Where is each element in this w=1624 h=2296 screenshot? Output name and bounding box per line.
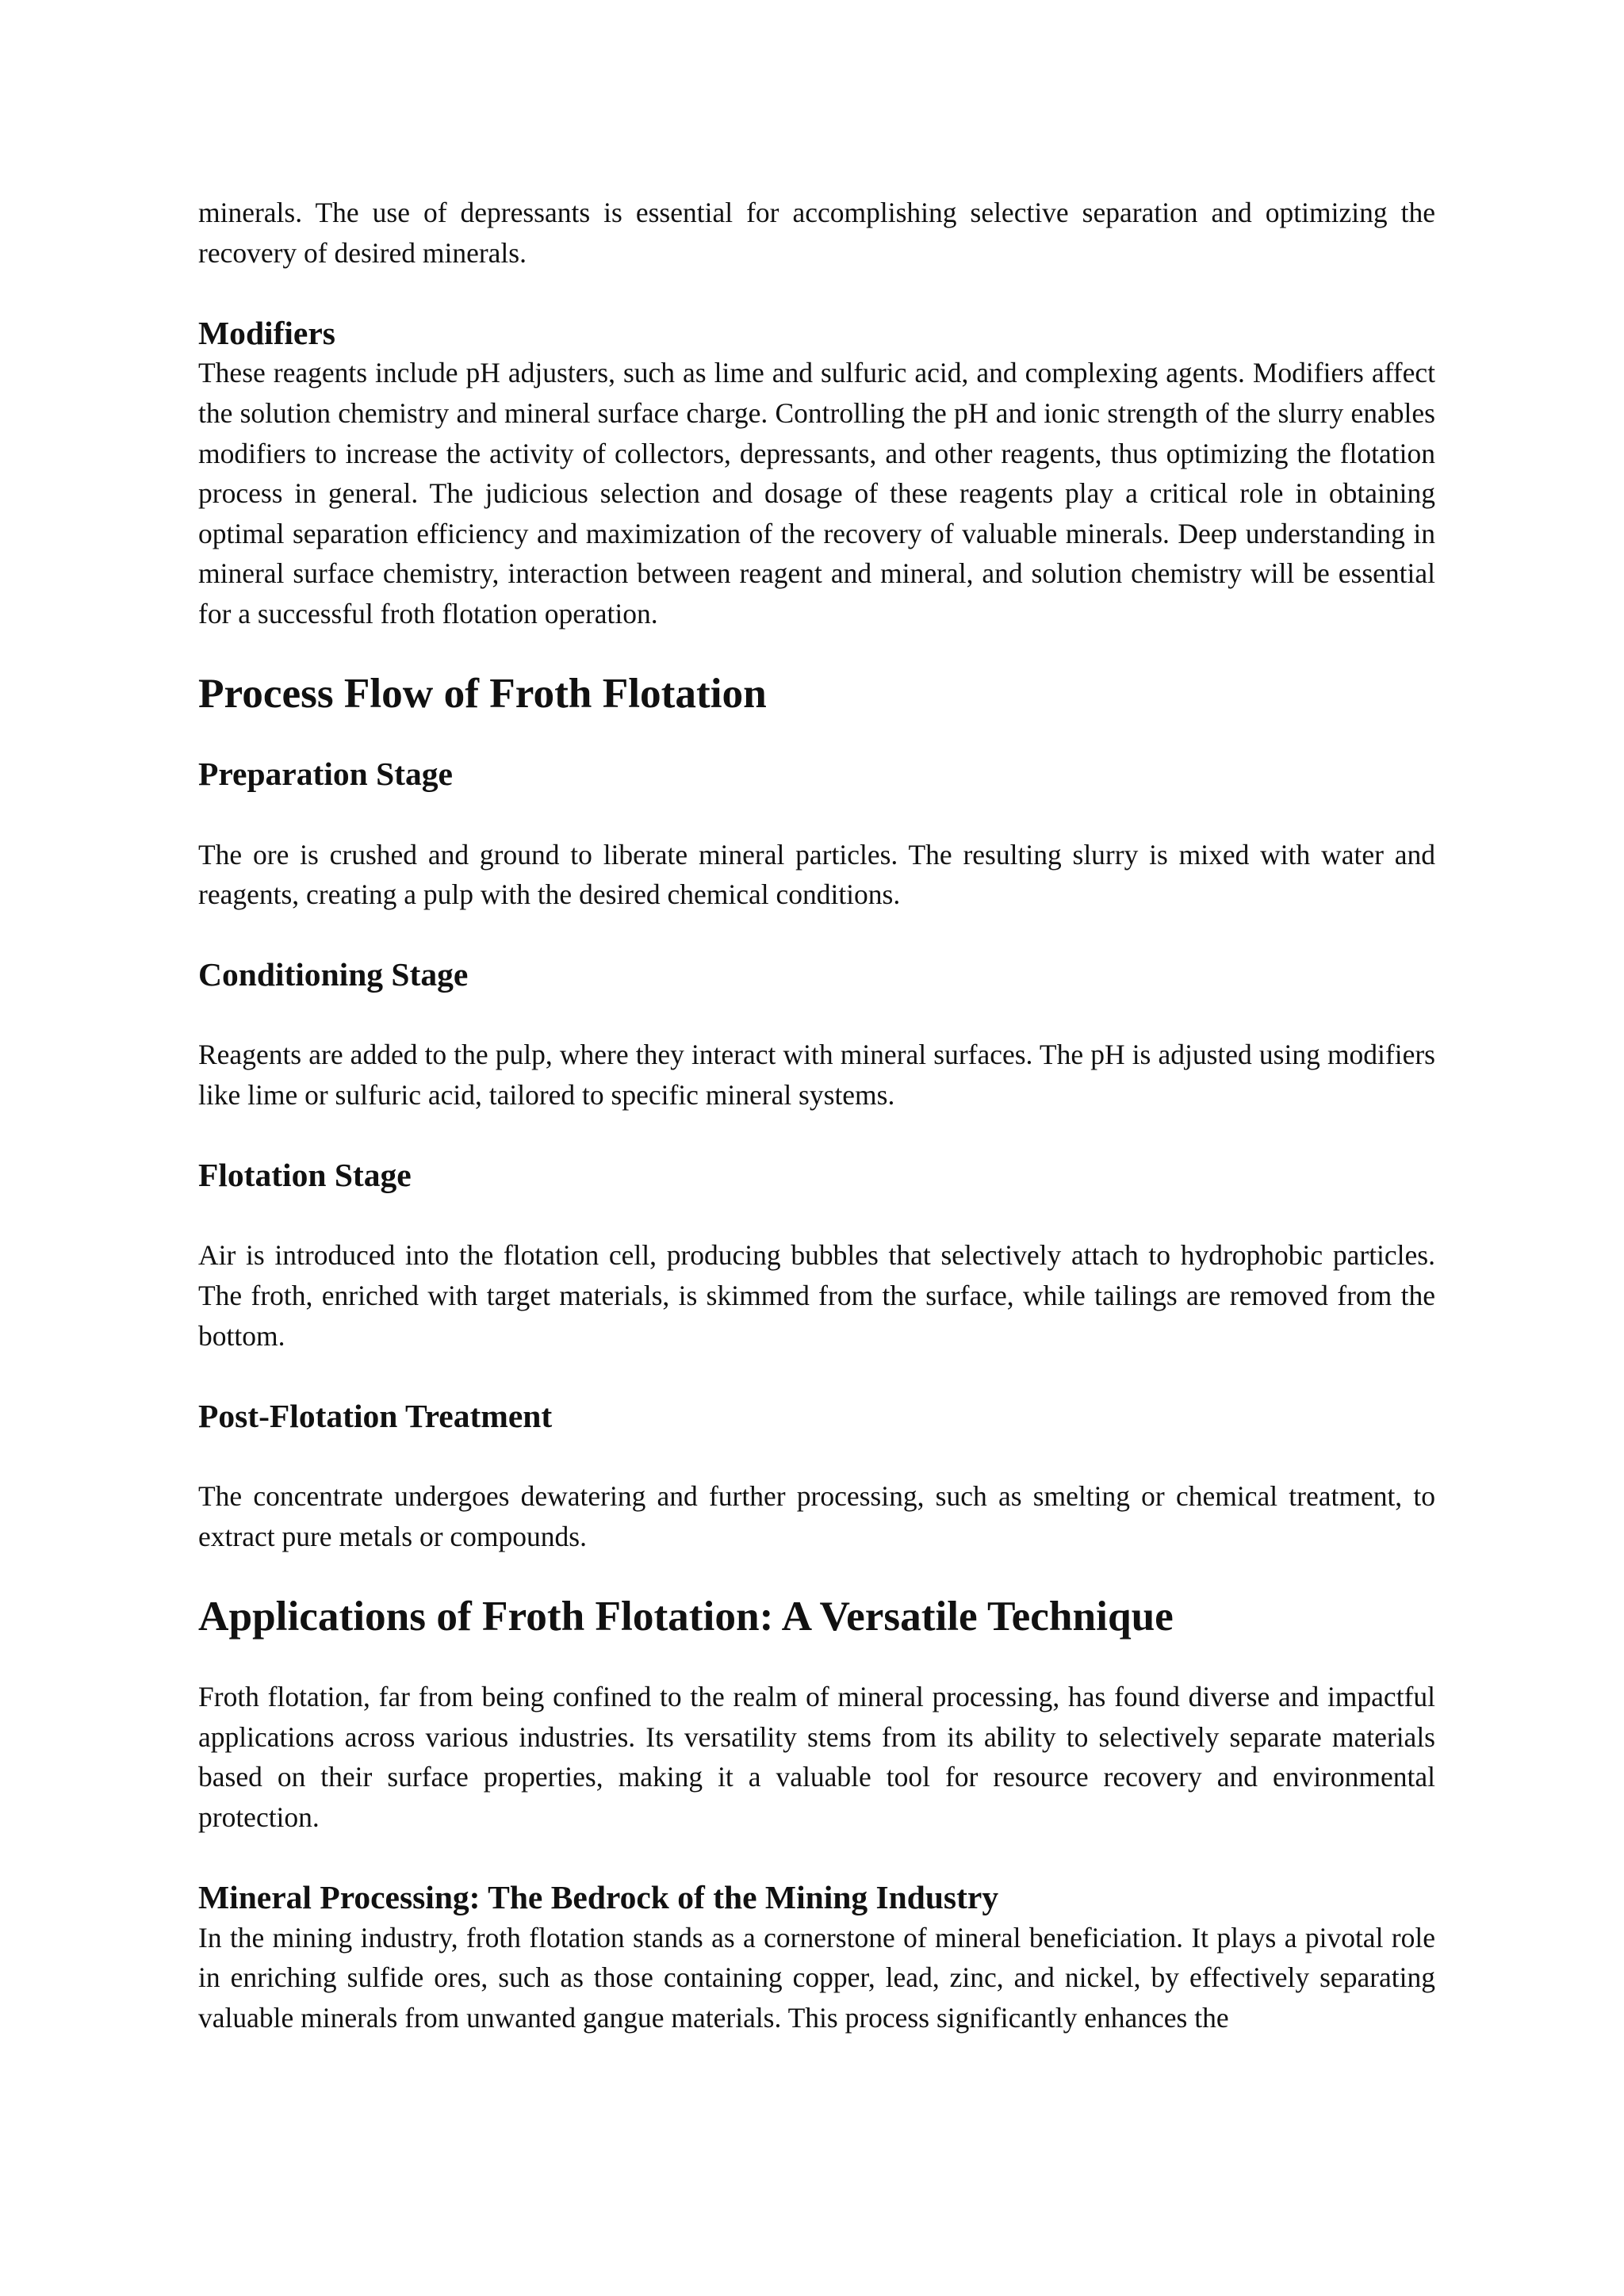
paragraph-preparation-stage: The ore is crushed and ground to liberate mineral particles. The resulting slurry is mixed with water and reagents, creating a pulp with the desired chemical conditions. xyxy=(198,838,1435,911)
heading-preparation-stage: Preparation Stage xyxy=(198,756,453,793)
paragraph-post-flotation: The concentrate undergoes dewatering and further processing, such as smelting or chemical treatment, to extract pure metals or compounds. xyxy=(198,1480,1435,1552)
heading-post-flotation: Post-Flotation Treatment xyxy=(198,1397,553,1434)
paragraph-flotation-stage: Air is introduced into the flotation cell, producing bubbles that selectively attach to hydrophobic particles. The froth, enriched with target materials, is skimmed from the surface, while tailings are removed from the bottom. xyxy=(198,1239,1435,1352)
document-page xyxy=(198,193,1435,2038)
heading-mineral-processing: Mineral Processing: The Bedrock of the Mining Industry xyxy=(198,1878,999,1915)
paragraph-applications: Froth flotation, far from being confined to the realm of mineral processing, has found diverse and impactful applications across various industries. Its versatility stems from its ability to selectively separate materials based on their surface properties, making it a valuable tool for resource recovery and environmental protection. xyxy=(198,1680,1435,1833)
heading-flotation-stage: Flotation Stage xyxy=(198,1157,412,1194)
paragraph-depressants-end: minerals. The use of depressants is essential for accomplishing selective separation and optimizing the recovery of desired minerals. xyxy=(198,197,1435,269)
paragraph-modifiers: These reagents include pH adjusters, such as lime and sulfuric acid, and complexing agents. Modifiers affect the solution chemistry and mineral surface charge. Controlling the pH and ionic strength of the slurry enables modifiers to increase the activity of collectors, depressants, and other reagents, thus optimizing the flotation process in general. The judicious selection and dosage of these reagents play a critical role in obtaining optimal separation efficiency and maximization of the recovery of valuable minerals. Deep understanding in mineral surface chemistry, interaction between reagent and mineral, and solution chemistry will be essential for a successful froth flotation operation. xyxy=(198,357,1435,629)
heading-process-flow: Process Flow of Froth Flotation xyxy=(198,670,767,718)
heading-applications: Applications of Froth Flotation: A Versatile Technique xyxy=(198,1592,1174,1640)
heading-conditioning-stage: Conditioning Stage xyxy=(198,956,469,993)
heading-modifiers: Modifiers xyxy=(198,314,335,351)
paragraph-mineral-processing: In the mining industry, froth flotation stands as a cornerstone of mineral beneficiation. It plays a pivotal role in enriching sulfide ores, such as those containing copper, lead, zinc, and nickel, by effectively separating valuable minerals from unwanted gangue materials. This process significantly enhances the xyxy=(198,1921,1435,2034)
paragraph-conditioning-stage: Reagents are added to the pulp, where they interact with mineral surfaces. The pH is adjusted using modifiers like lime or sulfuric acid, tailored to specific mineral systems. xyxy=(198,1039,1435,1112)
